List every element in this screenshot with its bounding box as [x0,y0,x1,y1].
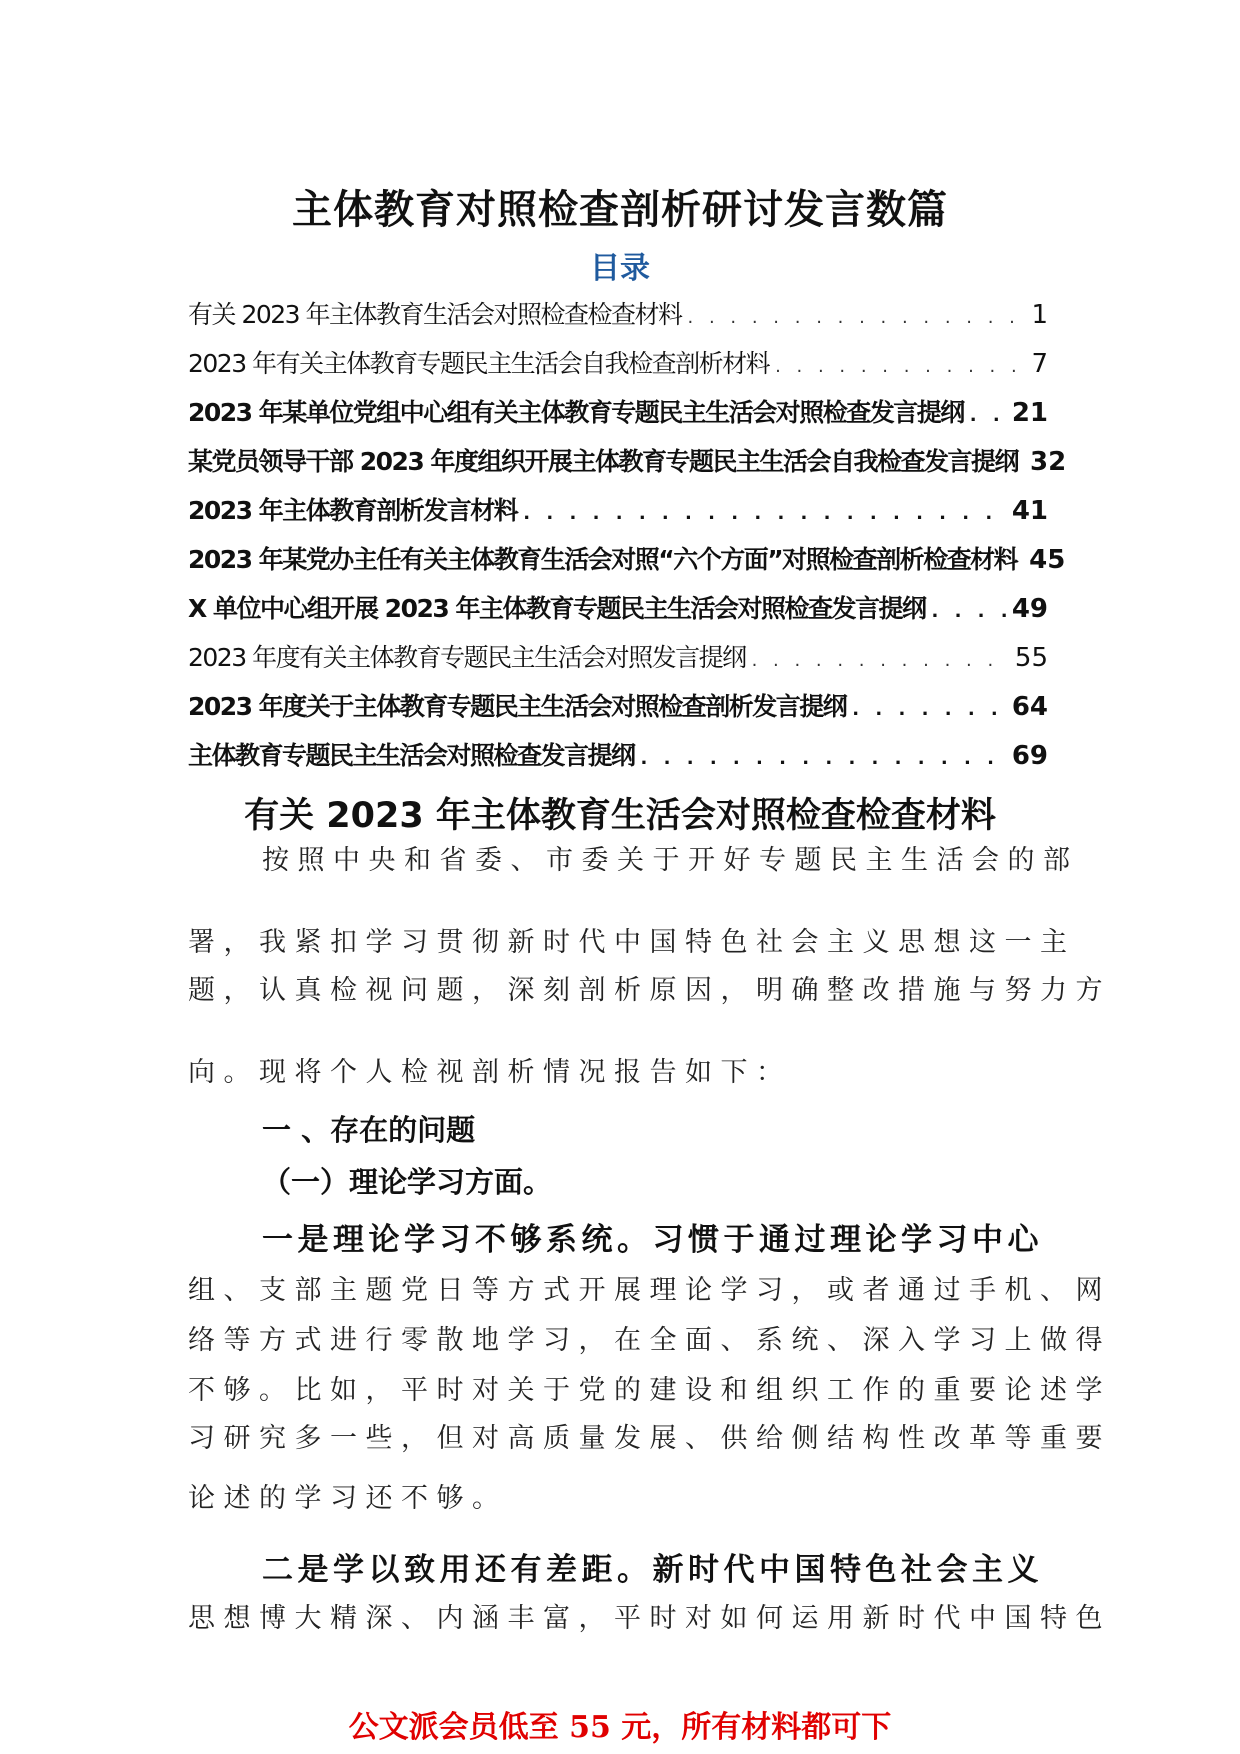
toc-entry-page: 7 [1031,349,1048,379]
toc-leader-dots [852,685,1006,734]
toc-entry-title: 2023 年某党办主任有关主体教育生活会对照“六个方面”对照检查剖析检查材料 [188,545,1018,574]
toc-entry-page: 64 [1011,692,1048,722]
toc-entry[interactable] [188,731,1048,780]
toc-entry-title: 2023 年主体教育剖析发言材料 [188,496,518,525]
toc-entry-page: 69 [1011,741,1048,771]
heading-level-1: 一 、存在的问题 [262,1113,476,1147]
toc-leader-dots [641,734,1006,783]
toc-leader-dots [688,293,1026,342]
document-title: 主体教育对照检查剖析研讨发言数篇 [292,187,948,233]
toc-entry[interactable] [188,535,1066,584]
toc-entry[interactable] [188,584,1048,633]
section-title: 有关 2023 年主体教育生活会对照检查检查材料 [244,796,996,836]
toc-entry-title: 2023 年度有关主体教育专题民主生活会对照发言提纲 [188,643,746,672]
toc-leader-dots [523,489,1006,538]
toc-entry[interactable] [188,388,1048,437]
body-text-line: 不够。比如，平时对关于党的建设和组织工作的重要论述学 [188,1375,1111,1406]
promo-footer-note: 公文派会员低至 55 元，所有材料都可下 [348,1710,892,1745]
table-of-contents [188,290,1067,780]
point-lead: 二是学以致用还有差距。新时代中国特色社会主义 [262,1552,1043,1588]
toc-entry[interactable] [188,633,1048,682]
toc-leader-dots [752,636,1009,685]
toc-entry-page: 49 [1011,594,1048,624]
toc-entry[interactable] [188,339,1048,388]
body-text-line: 习研究多一些，但对高质量发展、供给侧结构性改革等重要 [188,1423,1111,1454]
toc-entry-page: 32 [1030,447,1067,477]
toc-entry-title: 2023 年有关主体教育专题民主生活会自我检查剖析材料 [188,349,770,378]
toc-entry[interactable] [188,290,1048,339]
toc-entry-page: 45 [1029,545,1066,575]
toc-entry-page: 55 [1014,643,1048,673]
body-text-line: 按照中央和省委、市委关于开好专题民主生活会的部 [262,845,1079,876]
toc-entry-title: 2023 年度关于主体教育专题民主生活会对照检查剖析发言提纲 [188,692,847,721]
body-text-line: 络等方式进行零散地学习，在全面、系统、深入学习上做得 [188,1325,1111,1356]
toc-entry[interactable] [188,437,1067,486]
body-text-line: 署，我紧扣学习贯彻新时代中国特色社会主义思想这一主 [188,927,1076,958]
toc-heading: 目录 [590,251,650,286]
toc-entry-title: 2023 年某单位党组中心组有关主体教育专题民主生活会对照检查发言提纲 [188,398,964,427]
toc-entry-title: 某党员领导干部 2023 年度组织开展主体教育专题民主生活会自我检查发言提纲 [188,447,1018,476]
toc-entry-page: 41 [1011,496,1048,526]
body-text-line: 思想博大精深、内涵丰富，平时对如何运用新时代中国特色 [188,1603,1111,1634]
toc-leader-dots [931,587,1005,636]
toc-entry-title: 有关 2023 年主体教育生活会对照检查检查材料 [188,300,682,329]
toc-entry[interactable] [188,682,1048,731]
toc-leader-dots [970,391,1006,440]
heading-level-2: （一）理论学习方面。 [262,1165,553,1199]
toc-entry-title: 主体教育专题民主生活会对照检查发言提纲 [188,741,635,770]
toc-entry-page: 1 [1031,300,1048,330]
toc-entry[interactable] [188,486,1048,535]
body-text-line: 论述的学习还不够。 [188,1483,508,1514]
body-text-line: 向。现将个人检视剖析情况报告如下： [188,1057,792,1088]
body-text-line: 题，认真检视问题，深刻剖析原因，明确整改措施与努力方 [188,975,1111,1006]
toc-entry-title: X 单位中心组开展 2023 年主体教育专题民主生活会对照检查发言提纲 [188,594,926,623]
point-lead: 一是理论学习不够系统。习惯于通过理论学习中心 [262,1222,1043,1258]
toc-entry-page: 21 [1011,398,1048,428]
body-text-line: 组、支部主题党日等方式开展理论学习，或者通过手机、网 [188,1275,1111,1306]
toc-leader-dots [775,342,1025,391]
